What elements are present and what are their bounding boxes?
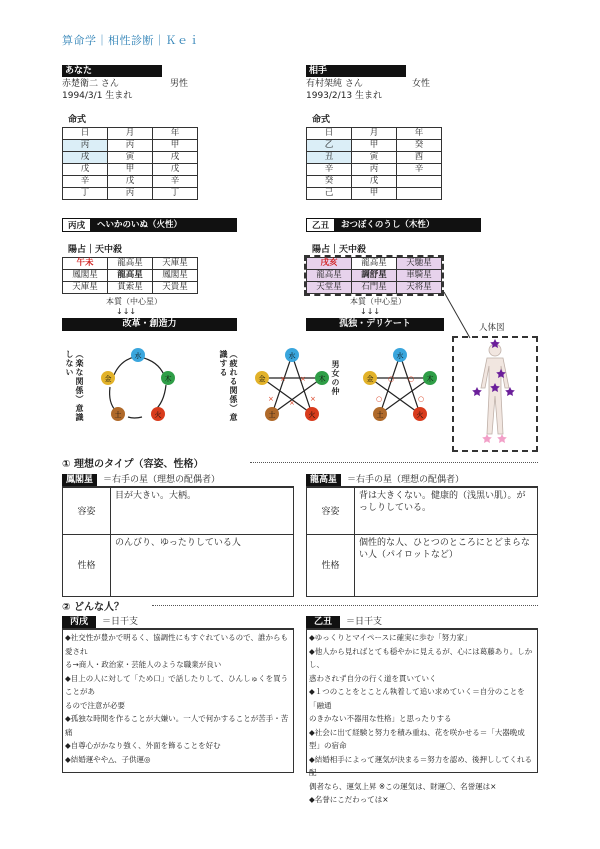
col-head: 日	[63, 128, 108, 140]
note-line: ◆自尊心がかなり強く、外面を飾ることを好む	[65, 741, 221, 750]
svg-text:×: ×	[300, 375, 306, 383]
person-tag-left: あなた	[62, 65, 162, 77]
person-birth-left: 1994/3/1 生まれ	[62, 91, 133, 101]
section-title-ideal: ① 理想のタイプ（容姿、性格）	[62, 459, 204, 470]
cycle-caption-1: （楽な関係）意識しない	[65, 350, 84, 422]
svg-text:○: ○	[376, 395, 383, 403]
table-cell: 調舒星	[352, 270, 397, 282]
note-line: ◆社交性が豊かで明るく、協調性にもすぐれているので、誰からも愛され	[65, 633, 288, 656]
table-cell	[397, 188, 442, 200]
element-label: 水	[288, 352, 296, 360]
table-cell: 戊	[63, 164, 108, 176]
element-cycle-diagram-2	[242, 345, 342, 425]
person-tag-right: 相手	[306, 65, 406, 77]
ideal-right-key: 龍高星	[306, 474, 341, 486]
donna-left-body	[62, 629, 294, 773]
note-line: のきかない不器用な性格」と思ったりする	[309, 714, 452, 723]
table-cell: 戊	[108, 176, 153, 188]
seikaku-label: 性格	[307, 535, 355, 596]
table-cell: 午未	[63, 258, 108, 270]
ideal-right-card	[306, 474, 538, 597]
note-line: 型」の宿命	[309, 741, 347, 750]
note-line: ◆結婚相手によって運気が決まる＝努力を認め、後押ししてくれる配	[309, 754, 532, 777]
ideal-left-yoshi: 目が大きい。大柄。	[115, 491, 197, 501]
honshitsu-label-left: 本質（中心星）	[106, 297, 162, 306]
note-line: ◆ゆっくりとマイペースに確実に歩む「努力家」	[309, 633, 472, 642]
donna-right-desc: ＝日干支	[346, 617, 383, 627]
table-cell: 甲	[352, 188, 397, 200]
donna-left-key: 丙戌	[62, 616, 96, 628]
table-cell: 龍高星	[108, 270, 153, 282]
note-line: る→商人・政治家・芸能人のような職業が良い	[65, 660, 222, 669]
table-cell: 龍高星	[307, 270, 352, 282]
donna-right-card	[306, 616, 538, 804]
table-cell: 天将星	[397, 282, 442, 294]
table-cell: 癸	[307, 176, 352, 188]
table-cell: 丑	[307, 152, 352, 164]
yosen-table-left	[62, 257, 198, 294]
note-line: るので注意が必要	[65, 700, 125, 710]
ideal-left-desc: ＝右手の星（理想の配偶者）	[103, 475, 221, 485]
table-cell: 丁	[63, 188, 108, 200]
note-line: ◆孤独な時間を作ることが大嫌い。一人で何かすることが苦手・苦痛	[65, 714, 289, 737]
element-label: 火	[416, 411, 424, 419]
note-line: ◆結婚運やや△、子供運◎	[65, 754, 151, 764]
yosen-table-right	[306, 257, 442, 294]
meishiki-label-right: 命式	[312, 115, 331, 125]
table-cell: 丙	[352, 164, 397, 176]
element-label: 火	[154, 411, 162, 419]
donna-left-card	[62, 616, 294, 773]
element-label: 土	[376, 411, 384, 419]
meishiki-table-right	[306, 127, 442, 200]
element-label: 土	[114, 411, 122, 419]
note-line: ◆社会に出て経験と努力を積み重ね、花を咲かせる＝「大器晩成	[309, 727, 525, 737]
element-label: 金	[258, 375, 266, 383]
cycle-caption-3: 男女の仲	[331, 360, 340, 396]
table-cell: 丁	[153, 188, 198, 200]
element-label: 水	[134, 352, 142, 360]
ideal-left-card	[62, 474, 294, 597]
table-cell: 天庫星	[63, 282, 108, 294]
ideal-right-seikaku: 個性的な人、ひとつのところにとどまらない人（パイロットなど）	[359, 538, 530, 560]
ideal-right-yoshi: 背は大きくない。健康的（浅黒い肌）。がっしりしている。	[359, 491, 526, 513]
element-label: 木	[318, 375, 326, 383]
col-head: 年	[397, 128, 442, 140]
person-name-left: 赤楚衛二 さん	[62, 79, 119, 89]
element-label: 木	[164, 375, 172, 383]
table-cell: 龍高星	[352, 258, 397, 270]
svg-text:×: ×	[310, 395, 316, 403]
person-gender-right: 女性	[412, 79, 431, 89]
element-cycle-diagram-1	[88, 345, 188, 425]
svg-text:×: ×	[289, 399, 295, 407]
table-cell: 天貴星	[153, 282, 198, 294]
nikkanshi-value-right: おつぼくのうし（木性）	[335, 218, 481, 232]
yosen-label-left: 陽占｜天中殺	[68, 245, 123, 255]
svg-text:×: ×	[268, 395, 274, 403]
table-cell: 鳳閣星	[63, 270, 108, 282]
human-figure-icon	[454, 338, 536, 450]
arrows-left: ↓↓↓	[116, 307, 137, 316]
col-head: 年	[153, 128, 198, 140]
section-divider	[250, 462, 538, 463]
table-cell: 乙	[307, 140, 352, 152]
element-label: 土	[268, 411, 276, 419]
svg-text:×: ×	[280, 375, 286, 383]
yoshi-label: 容姿	[63, 488, 111, 534]
page-title: 算命学｜相性診断｜Ｋｅｉ	[62, 34, 200, 47]
table-cell: 辛	[153, 176, 198, 188]
table-cell: 己	[307, 188, 352, 200]
donna-right-body	[306, 629, 538, 804]
nikkanshi-key-right: 乙丑	[306, 218, 335, 232]
table-cell: 戌	[63, 152, 108, 164]
section-title-donna: ② どんな人？	[62, 602, 124, 613]
col-head: 月	[108, 128, 153, 140]
seikaku-label: 性格	[63, 535, 111, 596]
honshitsu-label-right: 本質（中心星）	[350, 297, 406, 306]
cycle-caption-2: （疲れる関係）意識する	[219, 350, 238, 422]
section-divider	[152, 605, 538, 606]
table-cell: 丙	[108, 188, 153, 200]
person-name-right: 有村架純 さん	[306, 79, 363, 89]
table-cell: 辛	[397, 164, 442, 176]
note-line: ◆１つのことをとことん執着して追い求めていく＝自分のことを「融通	[309, 687, 525, 710]
element-label: 金	[104, 375, 112, 383]
table-cell: 戊	[352, 176, 397, 188]
yosen-label-right: 陽占｜天中殺	[312, 245, 367, 255]
meishiki-table-left	[62, 127, 198, 200]
person-birth-right: 1993/2/13 生まれ	[306, 91, 383, 101]
nikkanshi-bar-right	[306, 218, 481, 232]
ideal-left-key: 鳳閣星	[62, 474, 97, 486]
table-cell: 寅	[108, 152, 153, 164]
table-cell: 貫索星	[108, 282, 153, 294]
table-cell: 戌亥	[307, 258, 352, 270]
table-cell: 甲	[108, 164, 153, 176]
table-cell: 戌	[153, 152, 198, 164]
table-cell: 甲	[153, 140, 198, 152]
theme-bar-left: 改革・創造力	[62, 318, 237, 331]
col-head: 月	[352, 128, 397, 140]
ideal-left-seikaku: のんびり、ゆったりしている人	[115, 538, 241, 548]
element-cycle-diagram-3	[350, 345, 450, 425]
nikkanshi-value-left: へいかのいぬ（火性）	[91, 218, 237, 232]
table-cell: 車騎星	[397, 270, 442, 282]
table-cell: 鳳閣星	[153, 270, 198, 282]
body-diagram-box	[452, 336, 538, 452]
person-gender-left: 男性	[170, 79, 189, 89]
yoshi-label: 容姿	[307, 488, 355, 534]
table-cell: 龍高星	[108, 258, 153, 270]
donna-right-key: 乙丑	[306, 616, 340, 628]
body-diagram-label: 人体図	[479, 323, 505, 333]
table-cell: 酉	[397, 152, 442, 164]
table-cell	[397, 176, 442, 188]
table-cell: 戊	[153, 164, 198, 176]
table-cell: 丙	[108, 140, 153, 152]
table-cell: 石門星	[352, 282, 397, 294]
col-head: 日	[307, 128, 352, 140]
ideal-right-desc: ＝右手の星（理想の配偶者）	[347, 475, 465, 485]
theme-bar-right: 孤独・デリケート	[306, 318, 444, 331]
donna-left-desc: ＝日干支	[102, 617, 139, 627]
table-cell: 天堂星	[307, 282, 352, 294]
svg-text:○: ○	[418, 395, 425, 403]
nikkanshi-bar-left	[62, 218, 237, 232]
table-cell: 丙	[63, 140, 108, 152]
svg-text:○: ○	[408, 375, 415, 383]
element-label: 木	[426, 375, 434, 383]
note-line: ◆他人から見ればとても穏やかに見えるが、心には葛藤あり。しかし、	[309, 646, 533, 669]
arrows-right: ↓↓↓	[360, 307, 381, 316]
table-cell: 寅	[352, 152, 397, 164]
meishiki-label-left: 命式	[68, 115, 87, 125]
element-label: 金	[366, 375, 374, 383]
table-cell: 甲	[352, 140, 397, 152]
table-cell: 辛	[307, 164, 352, 176]
element-label: 水	[396, 352, 404, 360]
note-line: ◆目上の人に対して「ため口」で話したりして、ひんしゅくを買うことがあ	[65, 673, 289, 696]
element-label: 火	[308, 411, 316, 419]
svg-text:○: ○	[388, 375, 395, 383]
table-cell: 天庫星	[153, 258, 198, 270]
nikkanshi-key-left: 丙戌	[62, 218, 91, 232]
table-cell: 天馳星	[397, 258, 442, 270]
note-line: ◆名誉にこだわっては×	[309, 795, 389, 804]
note-line: 惑わされず自分の行く道を貫いていく	[309, 673, 437, 683]
note-line: 偶者なら、運気上昇 ※この運気は、財運〇、名誉運は×	[309, 781, 497, 791]
table-cell: 癸	[397, 140, 442, 152]
table-cell: 辛	[63, 176, 108, 188]
